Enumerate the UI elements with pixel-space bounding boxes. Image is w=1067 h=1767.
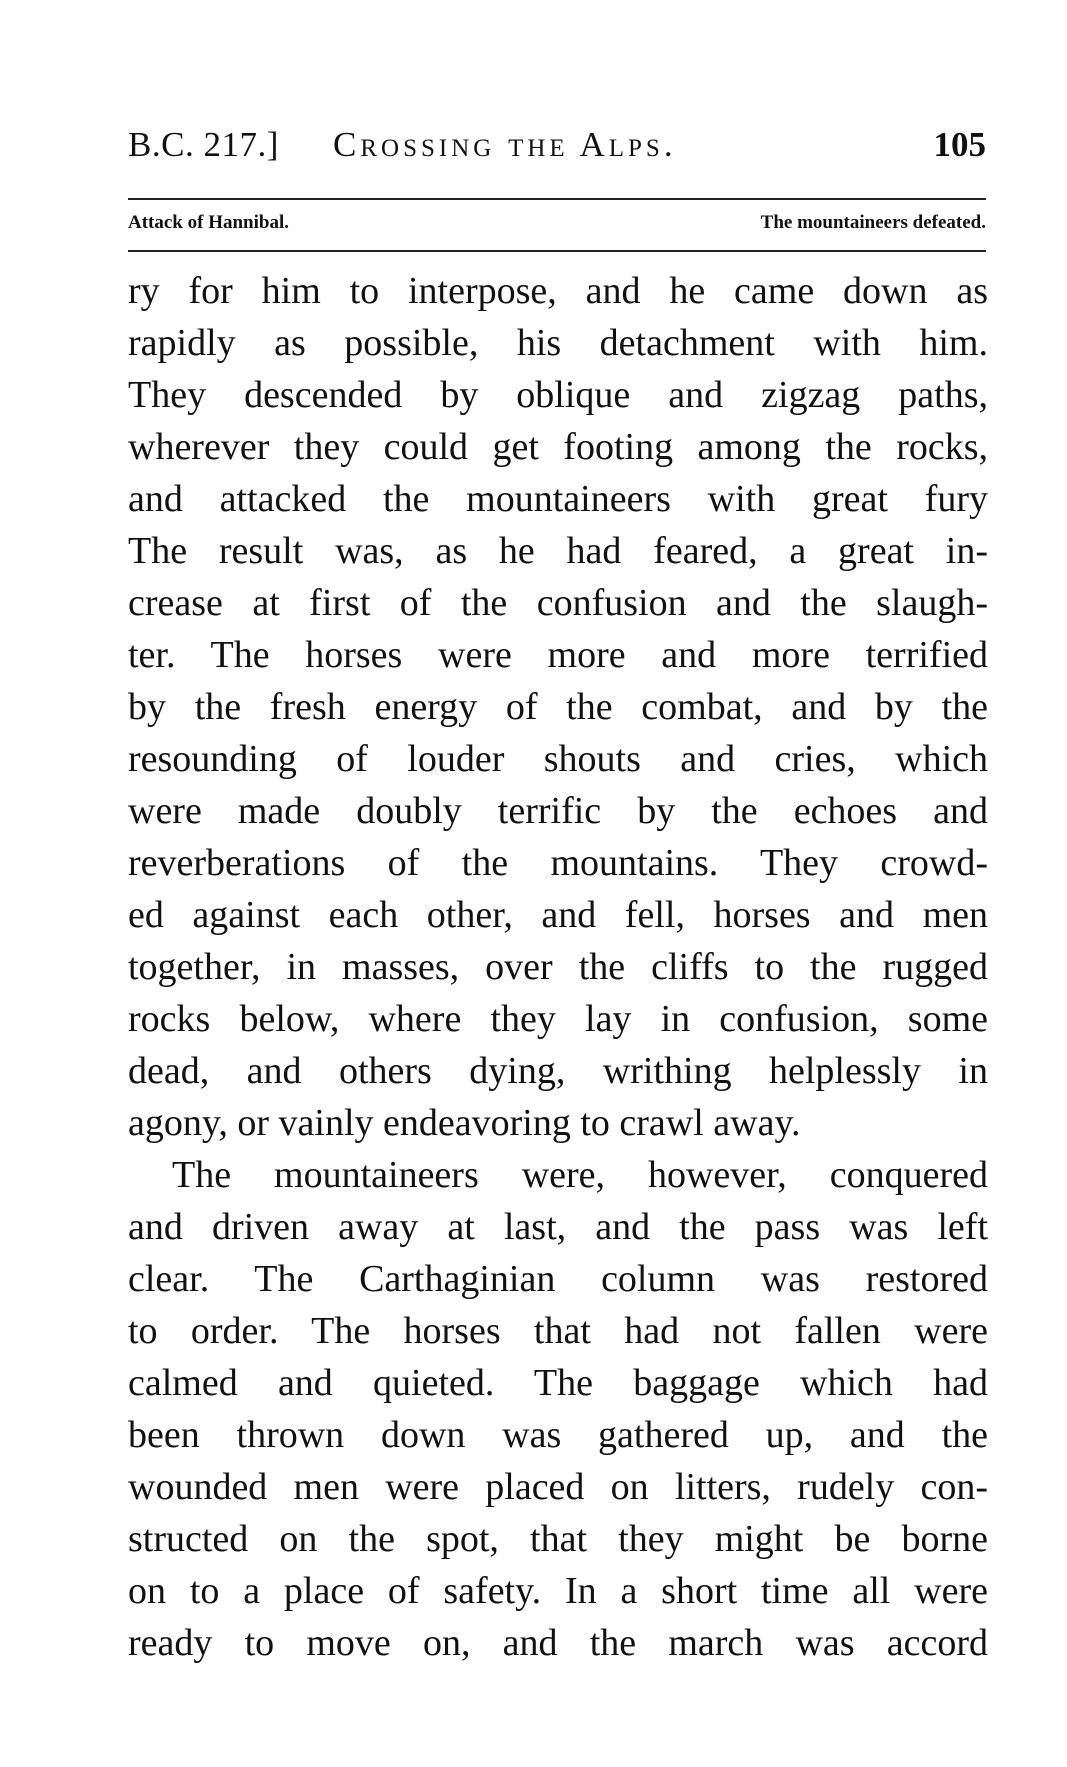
text-line: ter. The horses were more and more terrified [128, 634, 988, 676]
sidenotes [128, 212, 986, 242]
sidenote-rule [128, 250, 986, 252]
text-line: calmed and quieted. The baggage which had [128, 1362, 988, 1404]
text-line: by the fresh energy of the combat, and by the [128, 686, 988, 728]
paragraph-2 [128, 1149, 988, 1669]
text-line: ry for him to interpose, and he came down as [128, 270, 988, 312]
text-line: ready to move on, and the march was accord [128, 1622, 988, 1664]
paragraph-1 [128, 265, 988, 1149]
text-line: crease at first of the confusion and the slaugh- [128, 582, 988, 624]
text-line: were made doubly terrific by the echoes and [128, 790, 988, 832]
text-line: reverberations of the mountains. They crowd- [128, 842, 988, 884]
sidenote-right: The mountaineers defeated. [760, 212, 986, 233]
running-head [128, 125, 986, 185]
text-line: ed against each other, and fell, horses and men [128, 894, 988, 936]
text-line: resounding of louder shouts and cries, which [128, 738, 988, 780]
text-line: and driven away at last, and the pass was left [128, 1206, 988, 1248]
text-line: wounded men were placed on litters, rudely con- [128, 1466, 988, 1508]
text-line: structed on the spot, that they might be borne [128, 1518, 988, 1560]
page-number: 105 [933, 125, 986, 164]
text-line: dead, and others dying, writhing helplessly in [128, 1050, 988, 1092]
text-line: to order. The horses that had not fallen were [128, 1310, 988, 1352]
text-line: on to a place of safety. In a short time all were [128, 1570, 988, 1612]
chapter-title: Crossing the Alps. [333, 125, 677, 164]
header-rule [128, 198, 986, 200]
header-date: B.C. 217.] [128, 125, 279, 164]
text-line: together, in masses, over the cliffs to the rugged [128, 946, 988, 988]
text-line: They descended by oblique and zigzag paths, [128, 374, 988, 416]
text-line: The result was, as he had feared, a great in- [128, 530, 988, 572]
text-line: rocks below, where they lay in confusion, some [128, 998, 988, 1040]
text-line: been thrown down was gathered up, and the [128, 1414, 988, 1456]
sidenote-left: Attack of Hannibal. [128, 212, 289, 233]
text-line: agony, or vainly endeavoring to crawl away. [128, 1102, 801, 1144]
body-text [128, 265, 988, 1669]
text-line: clear. The Carthaginian column was restored [128, 1258, 988, 1300]
text-line: The mountaineers were, however, conquered [172, 1154, 988, 1196]
text-line: wherever they could get footing among the rocks, [128, 426, 988, 468]
text-line: and attacked the mountaineers with great fury [128, 478, 988, 520]
text-line: rapidly as possible, his detachment with him. [128, 322, 988, 364]
